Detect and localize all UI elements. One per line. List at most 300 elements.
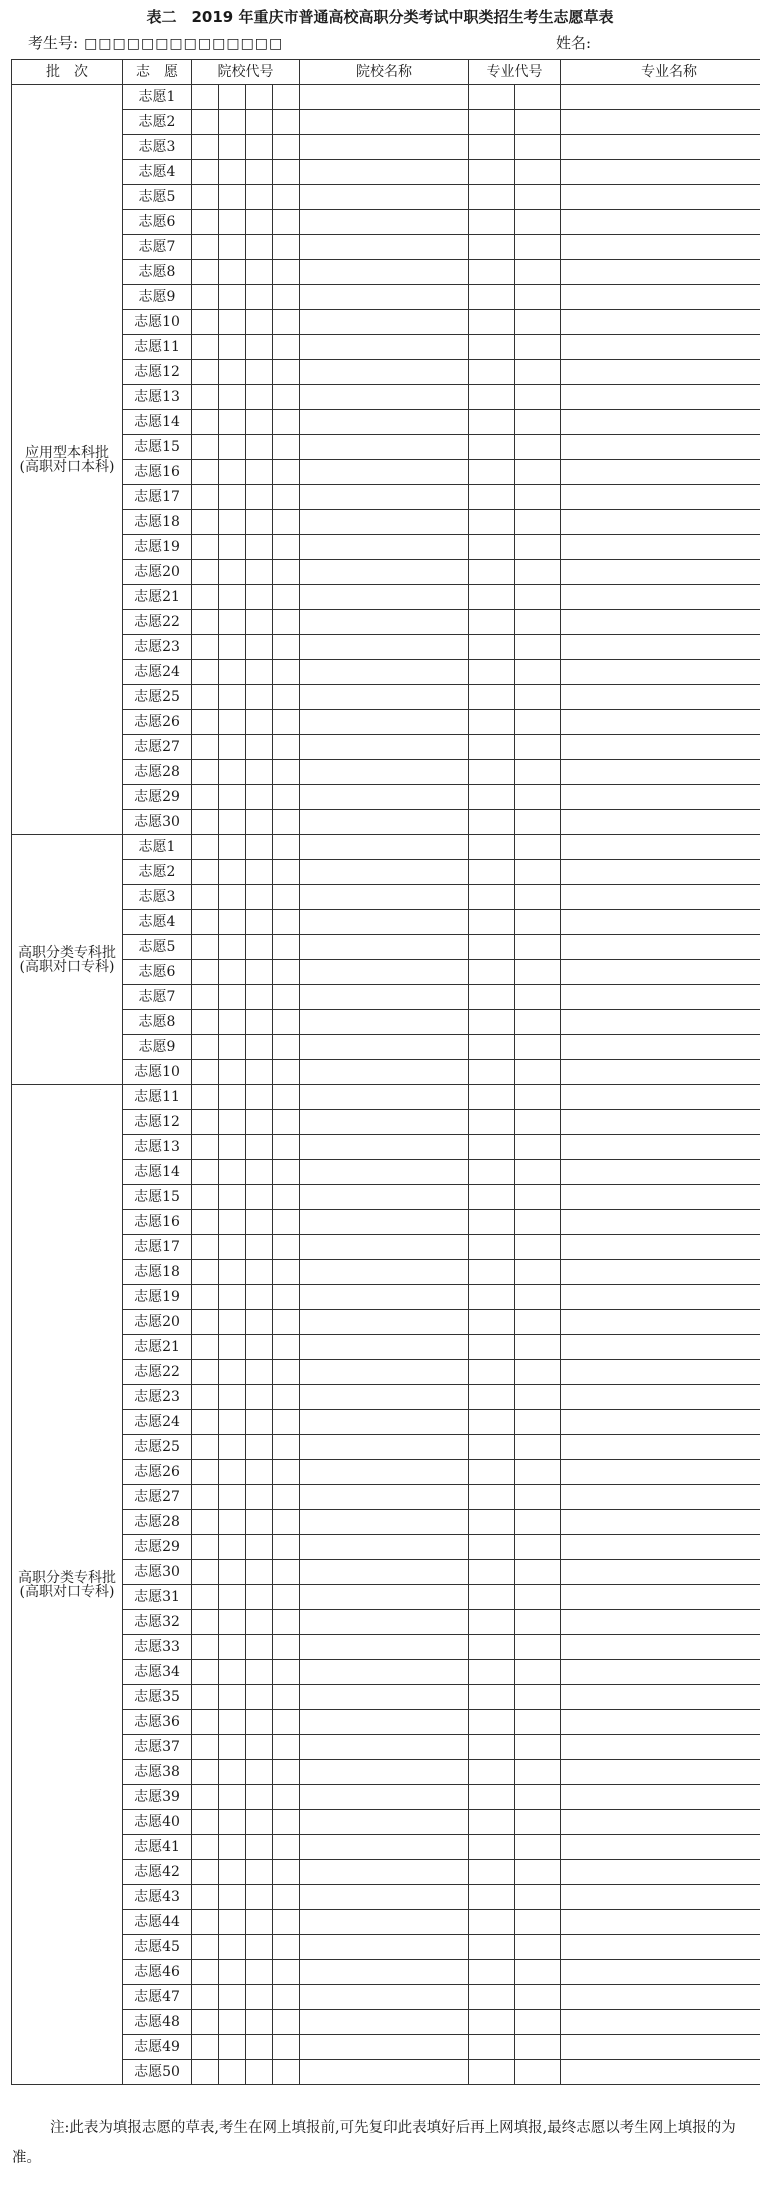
school-code-digit[interactable] (219, 685, 246, 710)
major-code-digit[interactable] (515, 610, 561, 635)
school-code-digit[interactable] (219, 960, 246, 985)
major-code-digit[interactable] (469, 610, 515, 635)
school-code-digit[interactable] (192, 785, 219, 810)
major-name-cell[interactable] (561, 260, 760, 285)
school-code-digit[interactable] (273, 2010, 300, 2035)
major-name-cell[interactable] (561, 610, 760, 635)
school-code-digit[interactable] (273, 1960, 300, 1985)
school-name-cell[interactable] (300, 1585, 469, 1610)
school-code-digit[interactable] (219, 310, 246, 335)
school-code-digit[interactable] (219, 210, 246, 235)
school-code-digit[interactable] (192, 510, 219, 535)
school-code-digit[interactable] (273, 735, 300, 760)
major-code-digit[interactable] (515, 1310, 561, 1335)
school-code-digit[interactable] (273, 1110, 300, 1135)
major-code-digit[interactable] (515, 1160, 561, 1185)
school-code-digit[interactable] (192, 1485, 219, 1510)
school-code-digit[interactable] (246, 1035, 273, 1060)
school-name-cell[interactable] (300, 385, 469, 410)
school-code-digit[interactable] (273, 310, 300, 335)
school-name-cell[interactable] (300, 760, 469, 785)
school-name-cell[interactable] (300, 535, 469, 560)
school-code-digit[interactable] (192, 1310, 219, 1335)
school-code-digit[interactable] (192, 1010, 219, 1035)
school-code-digit[interactable] (192, 910, 219, 935)
school-code-digit[interactable] (219, 1385, 246, 1410)
school-code-digit[interactable] (219, 435, 246, 460)
school-code-digit[interactable] (246, 1885, 273, 1910)
school-code-digit[interactable] (246, 1010, 273, 1035)
major-name-cell[interactable] (561, 760, 760, 785)
major-code-digit[interactable] (469, 635, 515, 660)
major-name-cell[interactable] (561, 510, 760, 535)
school-code-digit[interactable] (219, 1960, 246, 1985)
major-name-cell[interactable] (561, 1185, 760, 1210)
school-code-digit[interactable] (192, 1535, 219, 1560)
school-name-cell[interactable] (300, 685, 469, 710)
school-code-digit[interactable] (246, 960, 273, 985)
school-code-digit[interactable] (192, 810, 219, 835)
major-code-digit[interactable] (515, 1485, 561, 1510)
major-code-digit[interactable] (515, 135, 561, 160)
school-code-digit[interactable] (219, 560, 246, 585)
school-code-digit[interactable] (273, 1485, 300, 1510)
school-code-digit[interactable] (219, 285, 246, 310)
school-code-digit[interactable] (273, 910, 300, 935)
school-code-digit[interactable] (219, 1810, 246, 1835)
school-code-digit[interactable] (192, 1035, 219, 1060)
school-code-digit[interactable] (246, 360, 273, 385)
major-name-cell[interactable] (561, 735, 760, 760)
school-name-cell[interactable] (300, 360, 469, 385)
school-code-digit[interactable] (219, 660, 246, 685)
school-code-digit[interactable] (246, 1085, 273, 1110)
school-code-digit[interactable] (246, 1460, 273, 1485)
school-name-cell[interactable] (300, 1985, 469, 2010)
school-name-cell[interactable] (300, 1660, 469, 1685)
major-code-digit[interactable] (515, 710, 561, 735)
major-code-digit[interactable] (515, 1260, 561, 1285)
school-code-digit[interactable] (219, 2060, 246, 2085)
school-code-digit[interactable] (192, 1685, 219, 1710)
major-code-digit[interactable] (515, 1210, 561, 1235)
school-name-cell[interactable] (300, 735, 469, 760)
school-code-digit[interactable] (192, 1610, 219, 1635)
major-code-digit[interactable] (515, 110, 561, 135)
school-code-digit[interactable] (192, 1110, 219, 1135)
school-code-digit[interactable] (246, 110, 273, 135)
school-code-digit[interactable] (192, 1885, 219, 1910)
major-name-cell[interactable] (561, 1710, 760, 1735)
school-code-digit[interactable] (192, 1735, 219, 1760)
major-code-digit[interactable] (515, 2010, 561, 2035)
school-code-digit[interactable] (246, 310, 273, 335)
school-code-digit[interactable] (219, 1885, 246, 1910)
school-code-digit[interactable] (219, 1260, 246, 1285)
major-code-digit[interactable] (515, 660, 561, 685)
school-code-digit[interactable] (219, 135, 246, 160)
school-code-digit[interactable] (246, 610, 273, 635)
school-code-digit[interactable] (246, 210, 273, 235)
major-name-cell[interactable] (561, 1160, 760, 1185)
major-name-cell[interactable] (561, 1685, 760, 1710)
major-code-digit[interactable] (515, 1885, 561, 1910)
school-code-digit[interactable] (219, 1435, 246, 1460)
school-code-digit[interactable] (246, 1335, 273, 1360)
school-code-digit[interactable] (192, 1160, 219, 1185)
major-code-digit[interactable] (469, 1085, 515, 1110)
major-name-cell[interactable] (561, 2035, 760, 2060)
school-code-digit[interactable] (273, 335, 300, 360)
major-code-digit[interactable] (469, 835, 515, 860)
major-name-cell[interactable] (561, 560, 760, 585)
school-name-cell[interactable] (300, 135, 469, 160)
school-name-cell[interactable] (300, 660, 469, 685)
school-code-digit[interactable] (273, 1560, 300, 1585)
major-code-digit[interactable] (469, 885, 515, 910)
school-code-digit[interactable] (219, 1660, 246, 1685)
major-code-digit[interactable] (469, 310, 515, 335)
school-name-cell[interactable] (300, 1435, 469, 1460)
major-code-digit[interactable] (515, 1035, 561, 1060)
school-name-cell[interactable] (300, 1485, 469, 1510)
major-name-cell[interactable] (561, 935, 760, 960)
school-code-digit[interactable] (219, 160, 246, 185)
school-code-digit[interactable] (273, 1335, 300, 1360)
major-code-digit[interactable] (515, 1860, 561, 1885)
major-code-digit[interactable] (469, 235, 515, 260)
major-code-digit[interactable] (469, 535, 515, 560)
major-code-digit[interactable] (515, 385, 561, 410)
school-code-digit[interactable] (192, 735, 219, 760)
major-name-cell[interactable] (561, 960, 760, 985)
school-name-cell[interactable] (300, 335, 469, 360)
school-code-digit[interactable] (192, 585, 219, 610)
major-code-digit[interactable] (469, 110, 515, 135)
school-code-digit[interactable] (246, 660, 273, 685)
major-code-digit[interactable] (515, 1835, 561, 1860)
school-code-digit[interactable] (192, 1560, 219, 1585)
major-name-cell[interactable] (561, 85, 760, 110)
school-code-digit[interactable] (273, 635, 300, 660)
school-code-digit[interactable] (273, 260, 300, 285)
school-code-digit[interactable] (246, 1960, 273, 1985)
major-code-digit[interactable] (469, 435, 515, 460)
major-code-digit[interactable] (469, 1935, 515, 1960)
major-name-cell[interactable] (561, 1835, 760, 1860)
major-name-cell[interactable] (561, 2010, 760, 2035)
major-code-digit[interactable] (515, 1235, 561, 1260)
school-code-digit[interactable] (192, 1085, 219, 1110)
major-code-digit[interactable] (515, 535, 561, 560)
school-name-cell[interactable] (300, 1360, 469, 1385)
major-code-digit[interactable] (515, 785, 561, 810)
school-code-digit[interactable] (246, 1360, 273, 1385)
school-code-digit[interactable] (246, 2010, 273, 2035)
school-code-digit[interactable] (219, 835, 246, 860)
school-code-digit[interactable] (192, 1585, 219, 1610)
major-code-digit[interactable] (515, 260, 561, 285)
major-code-digit[interactable] (469, 585, 515, 610)
major-name-cell[interactable] (561, 1060, 760, 1085)
school-code-digit[interactable] (246, 1985, 273, 2010)
school-name-cell[interactable] (300, 235, 469, 260)
school-code-digit[interactable] (246, 485, 273, 510)
school-code-digit[interactable] (192, 935, 219, 960)
school-code-digit[interactable] (219, 710, 246, 735)
major-code-digit[interactable] (515, 910, 561, 935)
school-code-digit[interactable] (219, 1485, 246, 1510)
major-code-digit[interactable] (469, 1010, 515, 1035)
major-code-digit[interactable] (515, 935, 561, 960)
school-code-digit[interactable] (246, 735, 273, 760)
school-name-cell[interactable] (300, 1560, 469, 1585)
school-code-digit[interactable] (246, 1810, 273, 1835)
school-code-digit[interactable] (273, 435, 300, 460)
major-name-cell[interactable] (561, 160, 760, 185)
school-code-digit[interactable] (246, 335, 273, 360)
school-code-digit[interactable] (273, 1685, 300, 1710)
school-code-digit[interactable] (273, 110, 300, 135)
school-code-digit[interactable] (273, 210, 300, 235)
major-code-digit[interactable] (469, 510, 515, 535)
school-code-digit[interactable] (192, 1385, 219, 1410)
major-code-digit[interactable] (469, 2010, 515, 2035)
major-name-cell[interactable] (561, 910, 760, 935)
school-name-cell[interactable] (300, 2060, 469, 2085)
major-code-digit[interactable] (515, 835, 561, 860)
school-name-cell[interactable] (300, 1935, 469, 1960)
major-code-digit[interactable] (515, 1510, 561, 1535)
school-code-digit[interactable] (246, 860, 273, 885)
school-code-digit[interactable] (192, 1860, 219, 1885)
major-code-digit[interactable] (515, 1410, 561, 1435)
school-code-digit[interactable] (219, 1760, 246, 1785)
school-code-digit[interactable] (219, 1210, 246, 1235)
school-name-cell[interactable] (300, 1385, 469, 1410)
school-code-digit[interactable] (219, 185, 246, 210)
school-code-digit[interactable] (246, 910, 273, 935)
major-code-digit[interactable] (469, 935, 515, 960)
major-code-digit[interactable] (515, 760, 561, 785)
major-code-digit[interactable] (469, 260, 515, 285)
school-code-digit[interactable] (246, 410, 273, 435)
school-code-digit[interactable] (192, 1460, 219, 1485)
school-code-digit[interactable] (192, 1985, 219, 2010)
major-code-digit[interactable] (469, 735, 515, 760)
school-code-digit[interactable] (246, 1310, 273, 1335)
major-name-cell[interactable] (561, 1385, 760, 1410)
major-name-cell[interactable] (561, 1485, 760, 1510)
school-code-digit[interactable] (219, 910, 246, 935)
school-name-cell[interactable] (300, 1710, 469, 1735)
school-code-digit[interactable] (273, 1210, 300, 1235)
school-code-digit[interactable] (219, 1685, 246, 1710)
school-code-digit[interactable] (219, 260, 246, 285)
school-code-digit[interactable] (246, 135, 273, 160)
major-code-digit[interactable] (515, 1185, 561, 1210)
school-name-cell[interactable] (300, 1185, 469, 1210)
school-name-cell[interactable] (300, 435, 469, 460)
school-code-digit[interactable] (192, 1135, 219, 1160)
major-name-cell[interactable] (561, 1310, 760, 1335)
school-code-digit[interactable] (273, 560, 300, 585)
major-name-cell[interactable] (561, 1335, 760, 1360)
school-code-digit[interactable] (246, 835, 273, 860)
major-name-cell[interactable] (561, 535, 760, 560)
school-code-digit[interactable] (219, 1085, 246, 1110)
major-code-digit[interactable] (515, 585, 561, 610)
school-code-digit[interactable] (273, 985, 300, 1010)
major-code-digit[interactable] (469, 2035, 515, 2060)
school-code-digit[interactable] (273, 1860, 300, 1885)
major-code-digit[interactable] (515, 1985, 561, 2010)
major-code-digit[interactable] (469, 1385, 515, 1410)
school-code-digit[interactable] (219, 1460, 246, 1485)
major-name-cell[interactable] (561, 1435, 760, 1460)
school-code-digit[interactable] (219, 1035, 246, 1060)
school-name-cell[interactable] (300, 910, 469, 935)
major-code-digit[interactable] (469, 1710, 515, 1735)
school-code-digit[interactable] (246, 1260, 273, 1285)
school-code-digit[interactable] (246, 1435, 273, 1460)
major-code-digit[interactable] (469, 1585, 515, 1610)
major-code-digit[interactable] (469, 1260, 515, 1285)
major-name-cell[interactable] (561, 235, 760, 260)
major-code-digit[interactable] (515, 210, 561, 235)
school-code-digit[interactable] (273, 610, 300, 635)
major-code-digit[interactable] (469, 660, 515, 685)
school-name-cell[interactable] (300, 1110, 469, 1135)
school-code-digit[interactable] (246, 1610, 273, 1635)
school-name-cell[interactable] (300, 885, 469, 910)
major-code-digit[interactable] (469, 1435, 515, 1460)
major-name-cell[interactable] (561, 1085, 760, 1110)
school-code-digit[interactable] (273, 1785, 300, 1810)
major-name-cell[interactable] (561, 1110, 760, 1135)
major-code-digit[interactable] (515, 1735, 561, 1760)
major-code-digit[interactable] (515, 1435, 561, 1460)
school-name-cell[interactable] (300, 710, 469, 735)
major-code-digit[interactable] (469, 985, 515, 1010)
major-code-digit[interactable] (515, 985, 561, 1010)
school-code-digit[interactable] (273, 1585, 300, 1610)
school-code-digit[interactable] (219, 1735, 246, 1760)
school-code-digit[interactable] (219, 1835, 246, 1860)
major-name-cell[interactable] (561, 835, 760, 860)
school-code-digit[interactable] (192, 160, 219, 185)
school-code-digit[interactable] (219, 1010, 246, 1035)
school-code-digit[interactable] (192, 1285, 219, 1310)
school-code-digit[interactable] (273, 1885, 300, 1910)
school-code-digit[interactable] (192, 235, 219, 260)
school-code-digit[interactable] (246, 260, 273, 285)
school-code-digit[interactable] (192, 2060, 219, 2085)
school-code-digit[interactable] (273, 1910, 300, 1935)
school-name-cell[interactable] (300, 960, 469, 985)
major-code-digit[interactable] (515, 685, 561, 710)
school-code-digit[interactable] (192, 710, 219, 735)
major-code-digit[interactable] (469, 1960, 515, 1985)
major-code-digit[interactable] (515, 485, 561, 510)
major-code-digit[interactable] (469, 1835, 515, 1860)
school-name-cell[interactable] (300, 1085, 469, 1110)
major-name-cell[interactable] (561, 785, 760, 810)
school-code-digit[interactable] (246, 160, 273, 185)
school-code-digit[interactable] (219, 985, 246, 1010)
school-name-cell[interactable] (300, 1785, 469, 1810)
school-code-digit[interactable] (192, 1060, 219, 1085)
school-code-digit[interactable] (273, 1135, 300, 1160)
school-code-digit[interactable] (219, 1335, 246, 1360)
major-code-digit[interactable] (515, 1685, 561, 1710)
school-name-cell[interactable] (300, 1460, 469, 1485)
major-name-cell[interactable] (561, 460, 760, 485)
school-code-digit[interactable] (246, 1060, 273, 1085)
school-code-digit[interactable] (192, 985, 219, 1010)
school-code-digit[interactable] (219, 410, 246, 435)
major-code-digit[interactable] (469, 1235, 515, 1260)
school-code-digit[interactable] (192, 1960, 219, 1985)
school-code-digit[interactable] (219, 760, 246, 785)
school-code-digit[interactable] (192, 535, 219, 560)
school-code-digit[interactable] (219, 1185, 246, 1210)
major-code-digit[interactable] (515, 1335, 561, 1360)
school-name-cell[interactable] (300, 2010, 469, 2035)
school-code-digit[interactable] (219, 885, 246, 910)
school-code-digit[interactable] (192, 1660, 219, 1685)
school-name-cell[interactable] (300, 85, 469, 110)
school-code-digit[interactable] (219, 460, 246, 485)
major-name-cell[interactable] (561, 1285, 760, 1310)
major-code-digit[interactable] (469, 1285, 515, 1310)
school-name-cell[interactable] (300, 1010, 469, 1035)
school-name-cell[interactable] (300, 1235, 469, 1260)
school-name-cell[interactable] (300, 160, 469, 185)
school-code-digit[interactable] (192, 1510, 219, 1535)
school-code-digit[interactable] (219, 935, 246, 960)
school-code-digit[interactable] (192, 560, 219, 585)
school-code-digit[interactable] (273, 1460, 300, 1485)
school-code-digit[interactable] (246, 635, 273, 660)
school-code-digit[interactable] (273, 585, 300, 610)
major-code-digit[interactable] (515, 1610, 561, 1635)
school-code-digit[interactable] (219, 1610, 246, 1635)
major-code-digit[interactable] (515, 1110, 561, 1135)
major-code-digit[interactable] (515, 1760, 561, 1785)
school-code-digit[interactable] (219, 85, 246, 110)
school-code-digit[interactable] (246, 510, 273, 535)
school-code-digit[interactable] (246, 2060, 273, 2085)
school-code-digit[interactable] (273, 1835, 300, 1860)
school-code-digit[interactable] (273, 685, 300, 710)
major-code-digit[interactable] (469, 710, 515, 735)
school-name-cell[interactable] (300, 1735, 469, 1760)
school-code-digit[interactable] (219, 1785, 246, 1810)
school-code-digit[interactable] (219, 360, 246, 385)
school-code-digit[interactable] (246, 1385, 273, 1410)
major-code-digit[interactable] (515, 160, 561, 185)
major-code-digit[interactable] (469, 185, 515, 210)
major-code-digit[interactable] (515, 1060, 561, 1085)
school-code-digit[interactable] (219, 1360, 246, 1385)
school-code-digit[interactable] (273, 1385, 300, 1410)
major-code-digit[interactable] (469, 1685, 515, 1710)
school-code-digit[interactable] (246, 1860, 273, 1885)
major-name-cell[interactable] (561, 1410, 760, 1435)
major-code-digit[interactable] (515, 1935, 561, 1960)
major-code-digit[interactable] (515, 735, 561, 760)
